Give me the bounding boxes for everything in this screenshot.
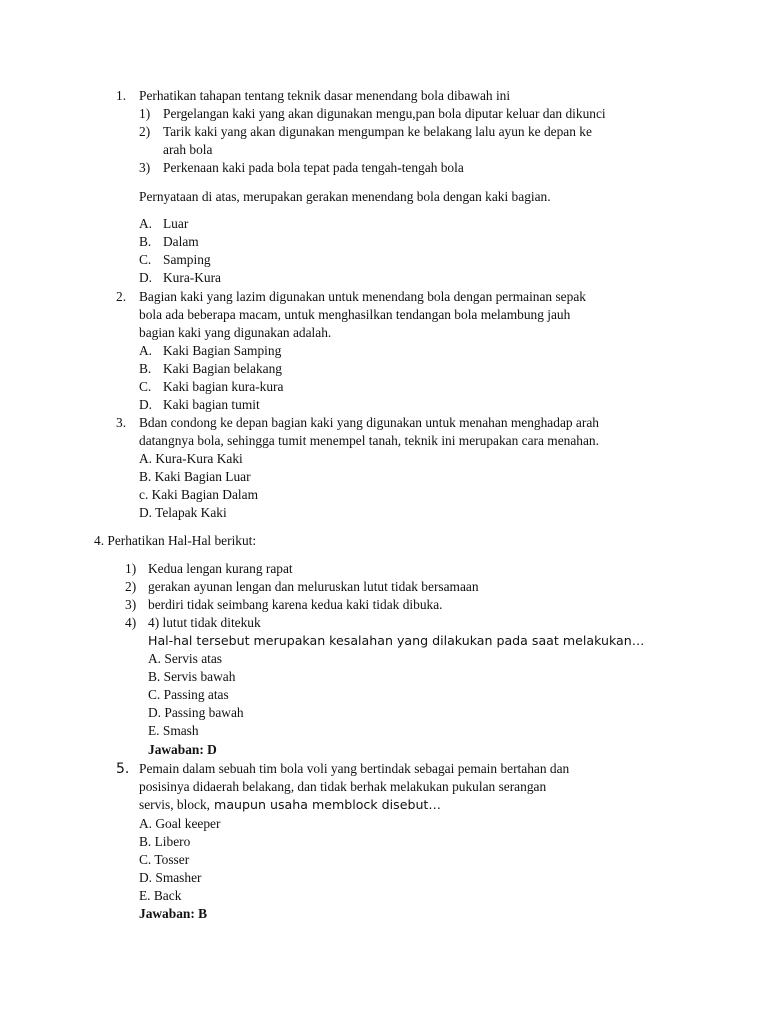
- q1-option-letter: C.: [139, 252, 152, 267]
- q5-number: 5.: [116, 761, 130, 777]
- q4-item-text: 4) lutut tidak ditekuk: [148, 615, 261, 630]
- q4-option: D. Passing bawah: [148, 705, 244, 720]
- q1-step-text: Perkenaan kaki pada bola tepat pada tengah-tengah bola: [163, 160, 464, 175]
- q2-number: 2.: [116, 289, 127, 304]
- q1-option-letter: B.: [139, 234, 152, 249]
- q1-option-text: Luar: [163, 216, 189, 231]
- q2-stem-line: Bagian kaki yang lazim digunakan untuk menendang bola dengan permainan sepak: [139, 289, 586, 304]
- q1-number: 1.: [116, 88, 127, 103]
- q1-option-letter: D.: [139, 270, 153, 285]
- q3-stem-line: Bdan condong ke depan bagian kaki yang digunakan untuk menahan menghadap arah: [139, 415, 599, 430]
- q2-option-text: Kaki bagian kura-kura: [163, 379, 284, 394]
- q4-heading: 4. Perhatikan Hal-Hal berikut:: [94, 533, 257, 548]
- q5-option: E. Back: [139, 888, 182, 903]
- q4-option: E. Smash: [148, 723, 199, 738]
- q2-option-letter: D.: [139, 397, 153, 412]
- q2-option-text: Kaki Bagian Samping: [163, 343, 282, 358]
- q1-option-text: Samping: [163, 252, 211, 267]
- q3-option: D. Telapak Kaki: [139, 505, 227, 520]
- q5-stem-line: Pemain dalam sebuah tim bola voli yang bertindak sebagai pemain bertahan dan: [139, 761, 570, 776]
- q5-option: C. Tosser: [139, 852, 190, 867]
- q2-option-letter: C.: [139, 379, 152, 394]
- q3-option: B. Kaki Bagian Luar: [139, 469, 251, 484]
- q5-stem-sans-part: maupun usaha memblock disebut…: [210, 797, 441, 812]
- q5-stem-serif-part: servis, block,: [139, 797, 211, 812]
- q4-item-number: 1): [125, 561, 137, 576]
- q2-option-text: Kaki Bagian belakang: [163, 361, 282, 376]
- q4-question: Hal-hal tersebut merupakan kesalahan yang dilakukan pada saat melakukan…: [148, 633, 645, 648]
- q5-option: D. Smasher: [139, 870, 202, 885]
- q1-step-text: Tarik kaki yang akan digunakan mengumpan ke belakang lalu ayun ke depan ke: [163, 124, 592, 139]
- q2-option-text: Kaki bagian tumit: [163, 397, 260, 412]
- q1-step-number: 2): [139, 124, 151, 139]
- q4-item-text: gerakan ayunan lengan dan meluruskan lutut tidak bersamaan: [148, 579, 479, 594]
- q5-stem-line: posisinya didaerah belakang, dan tidak berhak melakukan pukulan serangan: [139, 779, 547, 794]
- q2-stem-line: bagian kaki yang digunakan adalah.: [139, 325, 332, 340]
- q1-step-text: Pergelangan kaki yang akan digunakan mengu,pan bola diputar keluar dan dikunci: [163, 106, 606, 121]
- q5-option: B. Libero: [139, 834, 191, 849]
- q4-item-number: 4): [125, 615, 137, 630]
- q4-item-text: Kedua lengan kurang rapat: [148, 561, 293, 576]
- q4-option: A. Servis atas: [148, 651, 223, 666]
- q4-answer: Jawaban: D: [148, 742, 217, 757]
- q4-item-text: berdiri tidak seimbang karena kedua kaki tidak dibuka.: [148, 597, 443, 612]
- q5-stem-last-line: [139, 796, 441, 814]
- q1-step-number: 3): [139, 160, 151, 175]
- q3-option: c. Kaki Bagian Dalam: [139, 487, 258, 502]
- q4-item-number: 2): [125, 579, 137, 594]
- q2-stem-line: bola ada beberapa macam, untuk menghasilkan tendangan bola melambung jauh: [139, 307, 571, 322]
- q2-option-letter: B.: [139, 361, 152, 376]
- q4-item-number: 3): [125, 597, 137, 612]
- q1-option-text: Kura-Kura: [163, 270, 221, 285]
- q4-option: C. Passing atas: [148, 687, 229, 702]
- q2-option-letter: A.: [139, 343, 153, 358]
- q5-option: A. Goal keeper: [139, 816, 221, 831]
- q3-number: 3.: [116, 415, 127, 430]
- q3-stem-line: datangnya bola, sehingga tumit menempel tanah, teknik ini merupakan cara menahan.: [139, 433, 599, 448]
- q3-option: A. Kura-Kura Kaki: [139, 451, 243, 466]
- q1-statement: Pernyataan di atas, merupakan gerakan menendang bola dengan kaki bagian.: [139, 189, 551, 204]
- q1-stem: Perhatikan tahapan tentang teknik dasar menendang bola dibawah ini: [139, 88, 511, 103]
- q1-step-text-continued: arah bola: [163, 142, 213, 157]
- q1-option-text: Dalam: [163, 234, 199, 249]
- q1-step-number: 1): [139, 106, 151, 121]
- q4-option: B. Servis bawah: [148, 669, 236, 684]
- q1-option-letter: A.: [139, 216, 153, 231]
- q5-answer: Jawaban: B: [139, 906, 208, 921]
